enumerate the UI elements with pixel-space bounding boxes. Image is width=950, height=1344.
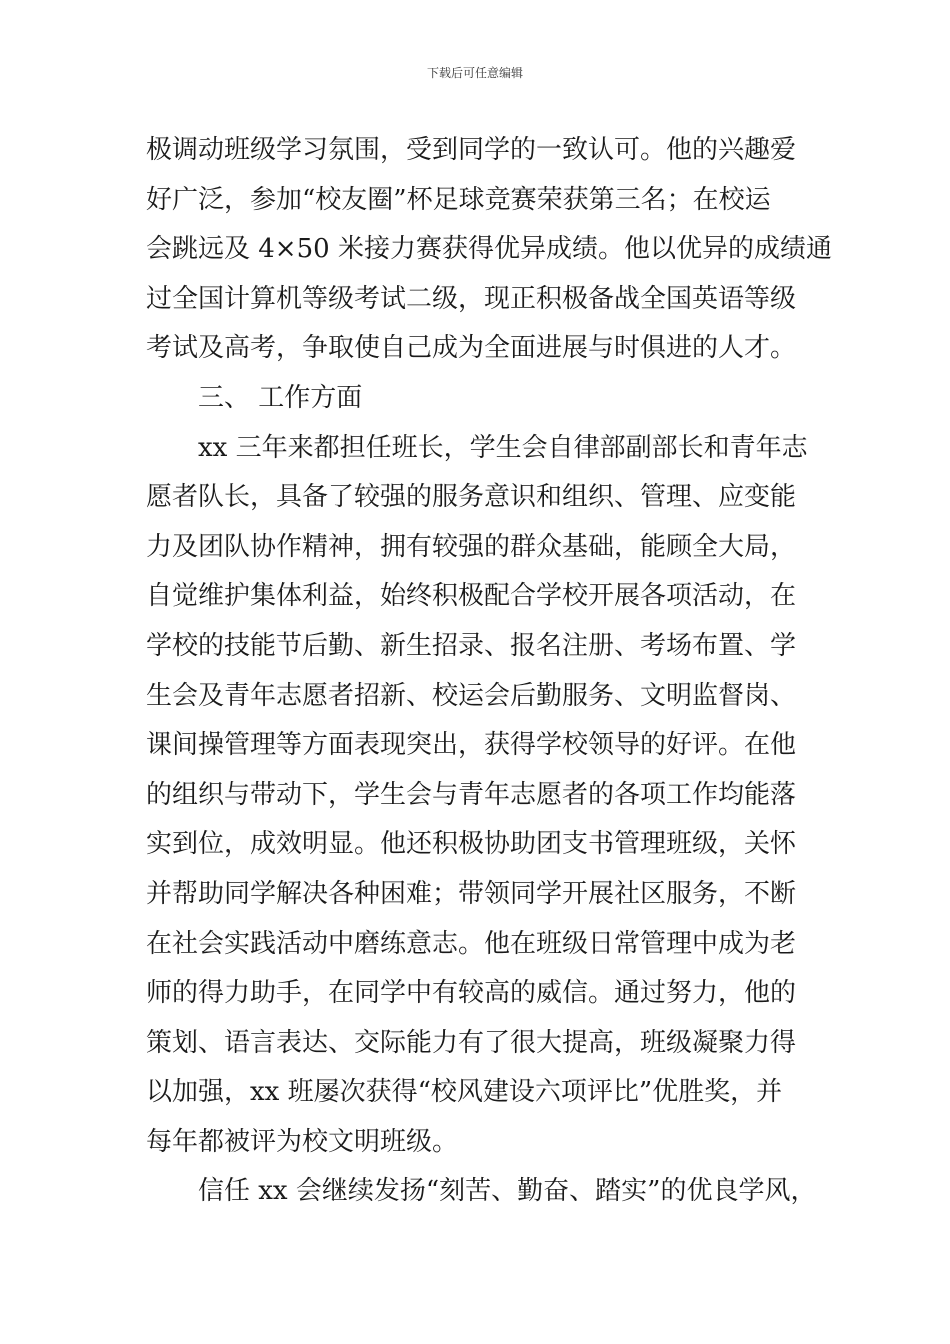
text-line: 学校的技能节后勤、新生招录、报名注册、考场布置、学	[146, 630, 797, 661]
text-line: 每年都被评为校文明班级。	[146, 1126, 459, 1157]
text-line: 实到位，成效明显。他还积极协助团支书管理班级，关怀	[146, 829, 797, 860]
text-line: 生会及青年志愿者招新、校运会后勤服务、文明监督岗、	[146, 680, 797, 711]
text-line: 极调动班级学习氛围，受到同学的一致认可。他的兴趣爱	[146, 135, 797, 165]
text-line: 策划、语言表达、交际能力有了很大提高，班级凝聚力得	[146, 1027, 797, 1058]
text-line: 信任 xx 会继续发扬“刻苦、勤奋、踏实”的优良学风，	[198, 1176, 817, 1207]
text-line: 好广泛，参加“校友圈”杯足球竞赛荣获第三名；在校运	[146, 184, 771, 215]
text-line: 力及团队协作精神，拥有较强的群众基础，能顾全大局，	[146, 531, 797, 562]
text-line: 并帮助同学解决各种困难；带领同学开展社区服务，不断	[146, 878, 797, 909]
text-line: 以加强，xx 班屡次获得“校风建设六项评比”优胜奖，并	[146, 1077, 783, 1108]
text-line: 师的得力助手，在同学中有较高的威信。通过努力，他的	[146, 978, 797, 1009]
text-line: xx 三年来都担任班长，学生会自律部副部长和青年志	[198, 432, 808, 463]
text-line: 的组织与带动下，学生会与青年志愿者的各项工作均能落	[146, 779, 797, 810]
document-body	[146, 126, 832, 1217]
text-line: 愿者队长，具备了较强的服务意识和组织、管理、应变能	[146, 482, 797, 513]
text-line: 在社会实践活动中磨练意志。他在班级日常管理中成为老	[146, 928, 797, 959]
text-line: 考试及高考，争取使自己成为全面进展与时俱进的人才。	[146, 333, 797, 364]
text-line: 课间操管理等方面表现突出，获得学校领导的好评。在他	[146, 730, 797, 761]
text-line: 自觉维护集体利益，始终积极配合学校开展各项活动，在	[146, 581, 797, 612]
text-line: 过全国计算机等级考试二级，现正积极备战全国英语等级	[146, 283, 797, 314]
text-line: 会跳远及 4×50 米接力赛获得优异成绩。他以优异的成绩通	[146, 234, 832, 265]
section-heading: 三、 工作方面	[198, 382, 363, 413]
page-header: 下载后可任意编辑	[426, 66, 523, 80]
